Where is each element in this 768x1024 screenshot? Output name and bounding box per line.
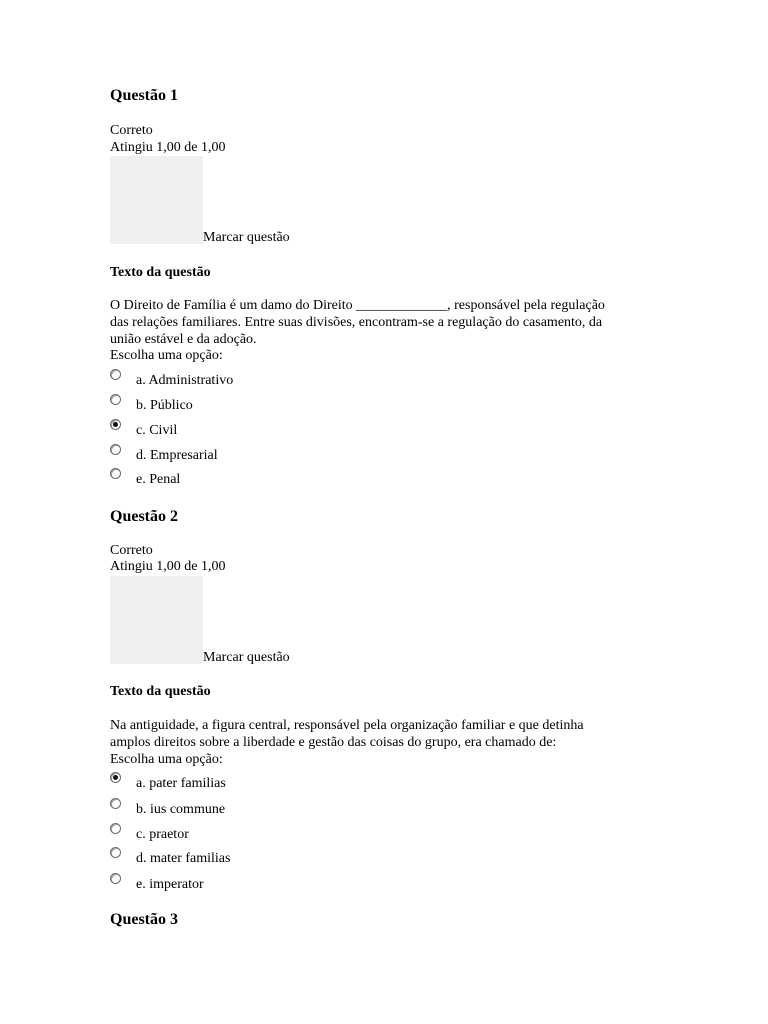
- radio-button[interactable]: [110, 419, 121, 430]
- option-label[interactable]: d. mater familias: [136, 851, 231, 866]
- question-2-option[interactable]: [110, 873, 410, 895]
- question-1-grade: Atingiu 1,00 de 1,00: [110, 140, 226, 155]
- option-label[interactable]: c. praetor: [136, 827, 189, 842]
- question-3-title: Questão 3: [110, 911, 178, 928]
- radio-button[interactable]: [110, 369, 121, 380]
- question-2-option[interactable]: [110, 847, 410, 869]
- question-2-status: Correto: [110, 543, 153, 558]
- option-label[interactable]: a. pater familias: [136, 776, 226, 791]
- question-2-option[interactable]: [110, 823, 410, 845]
- question-1-text-line: das relações familiares. Entre suas divisões, encontram-se a regulação do casamento, da: [110, 315, 603, 330]
- question-1-option[interactable]: [110, 369, 410, 391]
- radio-button[interactable]: [110, 847, 121, 858]
- radio-button[interactable]: [110, 444, 121, 455]
- option-label[interactable]: e. Penal: [136, 472, 181, 487]
- question-2-option[interactable]: [110, 798, 410, 820]
- question-2-grade: Atingiu 1,00 de 1,00: [110, 559, 226, 574]
- radio-button[interactable]: [110, 772, 121, 783]
- question-1-option[interactable]: [110, 444, 410, 466]
- question-1-text-heading: Texto da questão: [110, 265, 211, 280]
- question-2-flag-label[interactable]: Marcar questão: [203, 650, 290, 665]
- radio-button[interactable]: [110, 823, 121, 834]
- question-1-title: Questão 1: [110, 87, 178, 104]
- question-2-option[interactable]: [110, 772, 410, 794]
- question-1-text-line: O Direito de Família é um damo do Direito _____________, responsável pela regulação: [110, 298, 605, 313]
- radio-button[interactable]: [110, 873, 121, 884]
- option-label[interactable]: b. Público: [136, 398, 193, 413]
- option-label[interactable]: e. imperator: [136, 877, 204, 892]
- question-2-flag-image[interactable]: [110, 576, 203, 664]
- question-2-text-heading: Texto da questão: [110, 684, 211, 699]
- radio-button[interactable]: [110, 468, 121, 479]
- radio-button[interactable]: [110, 798, 121, 809]
- option-label[interactable]: b. ius commune: [136, 802, 226, 817]
- radio-button[interactable]: [110, 394, 121, 405]
- question-2-title: Questão 2: [110, 508, 178, 525]
- question-1-flag-image[interactable]: [110, 156, 203, 244]
- question-1-option[interactable]: [110, 419, 410, 441]
- question-2-text-line: Na antiguidade, a figura central, responsável pela organização familiar e que detinha: [110, 718, 584, 733]
- option-label[interactable]: d. Empresarial: [136, 448, 218, 463]
- question-2-text: [110, 717, 670, 751]
- question-1-flag-label[interactable]: Marcar questão: [203, 230, 290, 245]
- question-1-text-line: união estável e da adoção.: [110, 332, 257, 347]
- question-1-status: Correto: [110, 123, 153, 138]
- option-label[interactable]: a. Administrativo: [136, 373, 234, 388]
- question-1-option[interactable]: [110, 394, 410, 416]
- question-2-text-line: amplos direitos sobre a liberdade e gestão das coisas do grupo, era chamado de:: [110, 735, 557, 750]
- question-1-option[interactable]: [110, 468, 410, 490]
- question-1-text: [110, 297, 670, 348]
- question-1-choose-label: Escolha uma opção:: [110, 348, 223, 363]
- question-2-choose-label: Escolha uma opção:: [110, 752, 223, 767]
- option-label[interactable]: c. Civil: [136, 423, 178, 438]
